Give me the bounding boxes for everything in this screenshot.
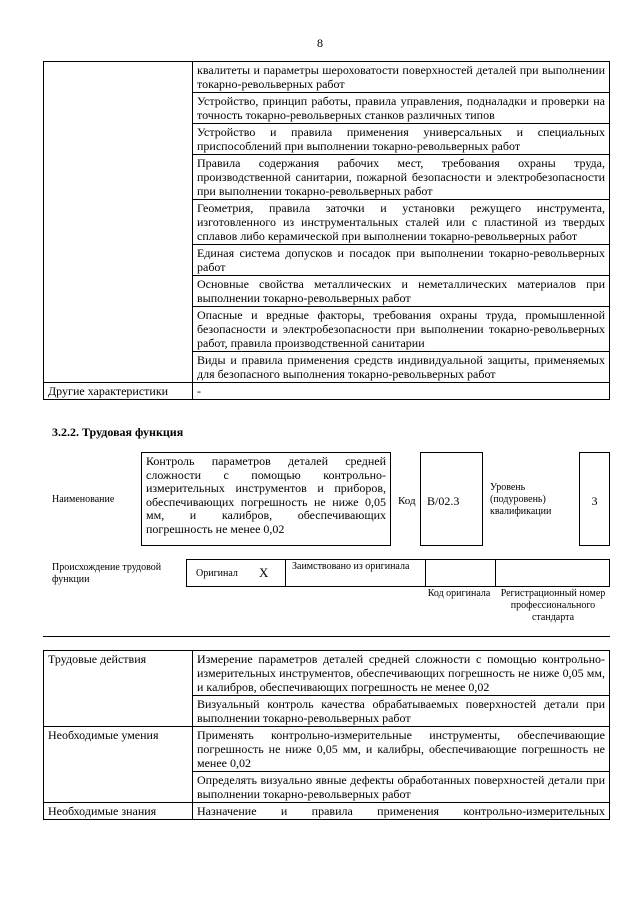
table-cell-right: Виды и правила применения средств индивидуальной защиты, применяемых для безопасного выполнения токарно-револьверных работ — [193, 352, 610, 383]
name-label: Наименование — [52, 494, 115, 505]
table-cell-left: Необходимые знания — [44, 803, 193, 820]
origin-row — [186, 559, 610, 587]
original-mark: X — [259, 565, 269, 580]
borrowed-label: Заимствовано из оригинала — [292, 561, 410, 572]
table-cell-right: - — [193, 383, 610, 400]
table-row — [44, 62, 610, 93]
actions-table — [43, 650, 610, 820]
table-row — [44, 651, 610, 696]
page-number: 8 — [317, 36, 323, 50]
level-box — [579, 452, 610, 546]
divider — [285, 560, 286, 586]
table-cell-right: Основные свойства металлических и неметаллических материалов при выполнении токарно-револьверных работ — [193, 276, 610, 307]
level-value: 3 — [591, 494, 598, 508]
level-label: Уровень (подуровень) квалификации — [490, 482, 552, 517]
table-row — [44, 803, 610, 820]
table-cell-right: Назначение и правила применения контрольно-измерительных — [193, 803, 610, 820]
function-name-box — [141, 452, 391, 546]
table-cell-left — [44, 62, 193, 383]
table-cell-right: Визуальный контроль качества обрабатываемых поверхностей детали при выполнении токарно-револьверных работ — [193, 696, 610, 727]
table-cell-right: Устройство, принцип работы, правила управления, подналадки и проверки на точность токарно-револьверных станков различных типов — [193, 93, 610, 124]
table-cell-left: Трудовые действия — [44, 651, 193, 727]
table-cell-right: Применять контрольно-измерительные инструменты, обеспечивающие погрешность не ниже 0,05 мм, и калибры, обеспечивающие погрешность не менее 0,02 — [193, 727, 610, 772]
knowledge-table — [43, 61, 610, 400]
table-cell-right: Измерение параметров деталей средней сложности с помощью контрольно-измерительных инструментов, обеспечивающих погрешность не ниже 0,05 мм, и калибров, обеспечивающих погрешность не менее 0,02 — [193, 651, 610, 696]
code-value: B/02.3 — [427, 494, 460, 508]
table-row — [44, 727, 610, 772]
table-cell-right: квалитеты и параметры шероховатости поверхностей деталей при выполнении токарно-револьверных работ — [193, 62, 610, 93]
table-cell-right: Правила содержания рабочих мест, требования охраны труда, производственной санитарии, пожарной безопасности и электробезопасности при выполнении токарно-револьверных работ — [193, 155, 610, 200]
table-cell-right: Единая система допусков и посадок при выполнении токарно-револьверных работ — [193, 245, 610, 276]
table-cell-right: Определять визуально явные дефекты обработанных поверхностей детали при выполнении токарно-револьверных работ — [193, 772, 610, 803]
section-title: 3.2.2. Трудовая функция — [52, 425, 184, 439]
code-label: Код — [398, 495, 416, 507]
table-cell-right: Геометрия, правила заточки и установки режущего инструмента, изготовленного из инструментальных сталей или с пластиной из твердых сплавов либо керамической при выполнении токарно-револьверных работ — [193, 200, 610, 245]
table-cell-left: Другие характеристики — [44, 383, 193, 400]
table-cell-left: Необходимые умения — [44, 727, 193, 803]
table-cell-right: Опасные и вредные факторы, требования охраны труда, промышленной безопасности и электробезопасности при выполнении токарно-револьверных работ, правила производственной санитарии — [193, 307, 610, 352]
code-caption: Код оригинала — [427, 588, 491, 599]
separator-line — [43, 636, 610, 637]
function-name-value: Контроль параметров деталей средней сложности с помощью контрольно-измерительных инструментов и приборов, обеспечивающих погрешность не ниже 0,05 мм, и калибров, обеспечивающих погрешность не менее 0,02 — [146, 454, 386, 536]
origin-label: Происхождение трудовой функции — [52, 562, 162, 585]
code-box — [420, 452, 483, 546]
divider — [425, 560, 426, 586]
reg-caption: Регистрационный номер профессионального стандарта — [500, 588, 606, 623]
table-row — [44, 383, 610, 400]
original-label: Оригинал — [196, 568, 238, 579]
divider — [495, 560, 496, 586]
table-cell-right: Устройство и правила применения универсальных и специальных приспособлений при выполнении токарно-револьверных работ — [193, 124, 610, 155]
